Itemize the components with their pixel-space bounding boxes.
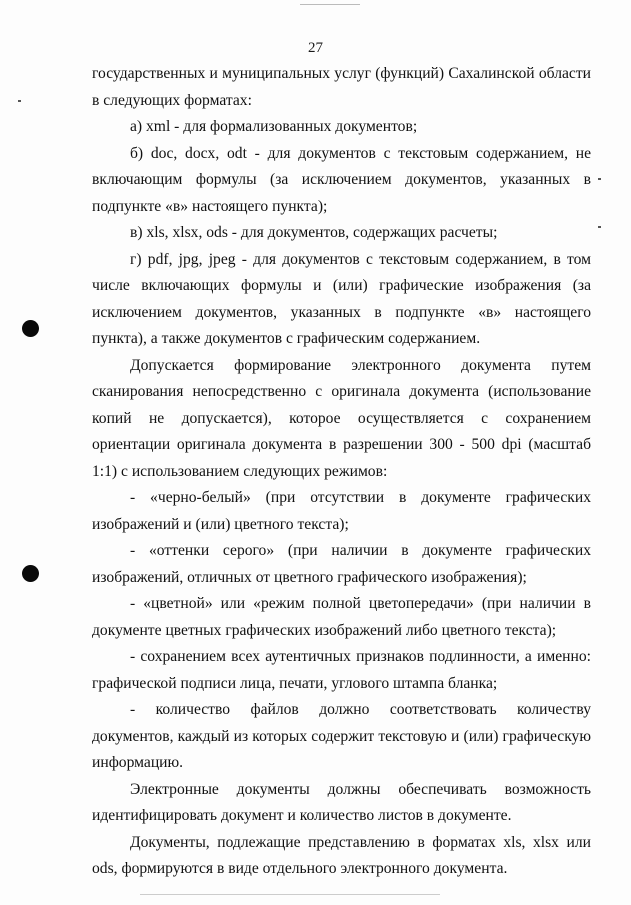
scan-speck	[598, 178, 601, 180]
paragraph-scanning-allowed: Допускается формирование электронного документа путем сканирования непосредственно с оригинала документа (использование копий не допускается), которое осуществляется с сохранением ориентации оригинала документа в разрешении 300 - 500 dpi (масштаб 1:1) с использованием следующих режимов:	[92, 356, 591, 480]
paragraph-format-a: а) xml - для формализованных документов;	[130, 118, 418, 135]
paragraph-mode-bw: - «черно-белый» (при отсутствии в документе графических изображений и (или) цветного текста);	[92, 489, 591, 533]
scan-edge-bottom	[140, 894, 440, 895]
paragraph-file-count: - количество файлов должно соответствовать количеству документов, каждый из которых содержит текстовую и (или) графическую информацию.	[92, 701, 591, 771]
paragraph-mode-color: - «цветной» или «режим полной цветопередачи» (при наличии в документе цветных графических изображений либо цветного текста);	[92, 595, 591, 639]
body-text	[92, 61, 591, 883]
paragraph-format-b: б) doc, docx, odt - для документов с текстовым содержанием, не включающим формулы (за исключением документов, указанных в подпункте «в» настоящего пункта);	[92, 144, 591, 215]
punch-hole-lower	[22, 565, 39, 582]
scan-edge-top	[300, 4, 360, 5]
paragraph-identification: Электронные документы должны обеспечивать возможность идентифицировать документ и количество листов в документе.	[92, 780, 591, 824]
paragraph-formats-intro: государственных и муниципальных услуг (функций) Сахалинской области в следующих форматах:	[92, 65, 591, 109]
paragraph-mode-grayscale: - «оттенки серого» (при наличии в документе графических изображений, отличных от цветного графического изображения);	[92, 542, 591, 586]
scan-speck	[598, 226, 601, 228]
paragraph-authenticity: - сохранением всех аутентичных признаков подлинности, а именно: графической подписи лица, печати, углового штампа бланка;	[92, 648, 591, 692]
paragraph-format-v: в) xls, xlsx, ods - для документов, содержащих расчеты;	[130, 224, 498, 241]
scan-speck	[18, 100, 21, 102]
paragraph-spreadsheets: Документы, подлежащие представлению в форматах xls, xlsx или ods, формируются в виде отдельного электронного документа.	[92, 833, 591, 877]
punch-hole-upper	[22, 320, 39, 337]
page-number: 27	[308, 40, 323, 56]
paragraph-format-g: г) pdf, jpg, jpeg - для документов с текстовым содержанием, в том числе включающих формулы и (или) графические изображения (за исключением документов, указанных в подпункте «в» настоящего пункта), а также документов с графическим содержанием.	[92, 250, 591, 347]
